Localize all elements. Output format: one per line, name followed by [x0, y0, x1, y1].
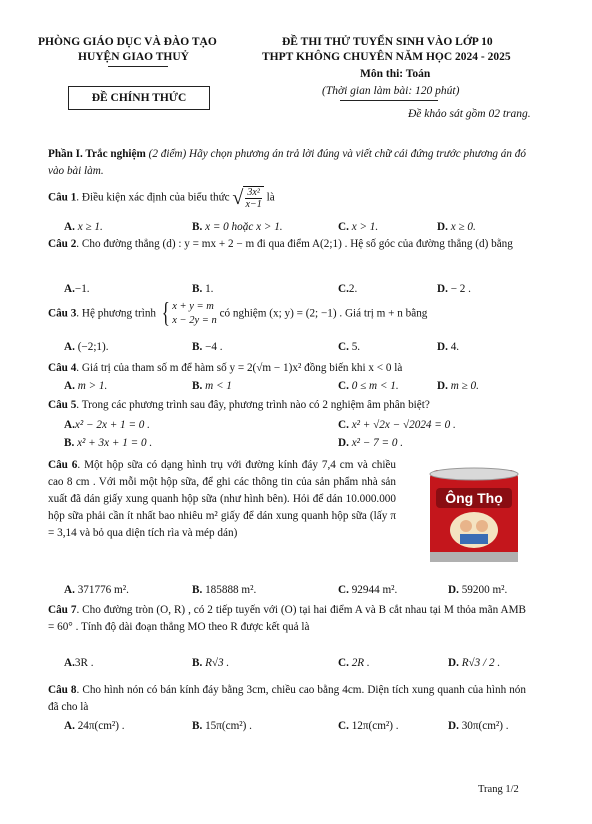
q5-option-c: C. x² + √2x − √2024 = 0 . [338, 419, 456, 431]
q8-option-d: D. 30π(cm²) . [448, 720, 509, 732]
q8-label: Câu 8 [48, 684, 77, 696]
q1-expression: √ $\frac{\text{3x²}}{x-1}$ [232, 186, 263, 210]
question-5 [48, 399, 430, 411]
subject-line: Môn thi: Toán [360, 68, 431, 80]
q3-option-c: C. 5. [338, 341, 361, 353]
q5-text: . Trong các phương trình sau đây, phương trình nào có 2 nghiệm âm phân biệt? [76, 399, 430, 411]
q5-label: Câu 5 [48, 399, 77, 411]
q7-label: Câu 7 [48, 604, 77, 616]
part1-heading [48, 146, 526, 180]
q4-text: . Giá trị của tham số m để hàm số y = 2(√m − 1)x² đồng biến khi x < 0 là [76, 362, 403, 374]
q3-option-a: A. (−2;1). [64, 341, 109, 353]
q7-option-b: B. R√3 . [192, 657, 230, 669]
time-line: (Thời gian làm bài: 120 phút) [322, 85, 460, 97]
q3-system: x + y = m x − 2y = n [172, 301, 217, 326]
q4-label: Câu 4 [48, 362, 77, 374]
q6-option-c: C. 92944 m². [338, 584, 398, 596]
question-2 [48, 236, 526, 253]
q8-option-c: C. 12π(cm²) . [338, 720, 399, 732]
q3-brace: { [161, 298, 170, 329]
q1-option-d: D. x ≥ 0. [437, 221, 476, 233]
question-8 [48, 682, 526, 716]
q5-option-a: A.x² − 2x + 1 = 0 . [64, 419, 150, 431]
question-4 [48, 362, 402, 374]
q1-label: Câu 1 [48, 191, 77, 204]
part1-instruction: Hãy chọn phương án trả lời đúng và viết chữ cái đứng trước phương án đó vào bài làm. [48, 148, 526, 177]
q3-tail: có nghiệm (x; y) = (2; −1) . Giá trị m + n bằng [219, 307, 428, 320]
q1-option-c: C. x > 1. [338, 221, 379, 233]
question-6 [48, 457, 396, 542]
q2-option-a: A.−1. [64, 283, 90, 295]
q6-label: Câu 6 [48, 459, 78, 471]
q4-option-c: C. 0 ≤ m < 1. [338, 380, 399, 392]
q3-label: Câu 3 [48, 307, 77, 320]
can-brand: Ông Thọ [445, 490, 503, 506]
q3-option-b: B. −4 . [192, 341, 223, 353]
q1-tail: là [266, 191, 275, 204]
q7-text: . Cho đường tròn (O, R) , có 2 tiếp tuyến với (O) tại hai điểm A và B cắt nhau tại M thỏa mãn AMB = 60° . Tính độ dài đoạn thẳng MO theo R được kết quả là [48, 604, 526, 633]
q4-option-b: B. m < 1 [192, 380, 232, 392]
page-number: Trang 1/2 [478, 784, 519, 795]
q2-option-c: C.2. [338, 283, 358, 295]
q4-option-a: A. m > 1. [64, 380, 108, 392]
question-1 [48, 186, 275, 210]
part1-points: (2 điểm) [145, 148, 190, 160]
q5-option-d: D. x² − 7 = 0 . [338, 437, 404, 449]
question-7 [48, 602, 526, 636]
q1-option-b: B. x = 0 hoặc x > 1. [192, 221, 283, 233]
q8-option-b: B. 15π(cm²) . [192, 720, 252, 732]
time-underline [340, 100, 438, 101]
q6-text: . Một hộp sữa có dạng hình trụ với đường kính đáy 7,4 cm và chiều cao 8 cm . Với mỗi một hộp sữa, để ghi các thông tin của sản phẩm nhà sản xuất đã dán giấy xung quanh hộp sữa (như hình bên). Hỏi để dán 10.000.000 hộp sữa phải cần ít nhất bao nhiêu m² giấy để dán xung quanh hộp sữa (lấy π = 3,14 và bỏ qua diện tích rìa và mép dán) [48, 459, 396, 539]
department-name: PHÒNG GIÁO DỤC VÀ ĐÀO TẠO [38, 36, 217, 48]
header-underline [108, 66, 168, 67]
q6-option-a: A. 371776 m². [64, 584, 129, 596]
q2-option-b: B. 1. [192, 283, 214, 295]
q7-option-a: A.3R . [64, 657, 94, 669]
q3-option-d: D. 4. [437, 341, 460, 353]
page-count-note: Đề khảo sát gồm 02 trang. [408, 108, 531, 120]
q8-option-a: A. 24π(cm²) . [64, 720, 125, 732]
q6-option-d: D. 59200 m². [448, 584, 508, 596]
q2-label: Câu 2 [48, 238, 77, 250]
q3-text: . Hệ phương trình [76, 307, 157, 320]
q2-option-d: D. − 2 . [437, 283, 471, 295]
district-name: HUYỆN GIAO THUỶ [78, 51, 189, 63]
milk-can-image [422, 466, 526, 566]
q4-option-d: D. m ≥ 0. [437, 380, 479, 392]
question-3 [48, 300, 427, 328]
q7-option-c: C. 2R . [338, 657, 370, 669]
q1-option-a: A. x ≥ 1. [64, 221, 103, 233]
q8-text: . Cho hình nón có bán kính đáy bằng 3cm, chiều cao bằng 4cm. Diện tích xung quanh của hình nón đã cho là [48, 684, 526, 713]
part1-title-rest: . Trắc nghiệm [80, 148, 146, 160]
q6-option-b: B. 185888 m². [192, 584, 257, 596]
q7-option-d: D. R√3 / 2 . [448, 657, 501, 669]
part1-title: Phần I [48, 148, 81, 160]
q2-text: . Cho đường thẳng (d) : y = mx + 2 − m đi qua điểm A(2;1) . Hệ số góc của đường thẳng (d) bằng [76, 238, 513, 250]
exam-subtitle: THPT KHÔNG CHUYÊN NĂM HỌC 2024 - 2025 [262, 51, 511, 63]
exam-title: ĐỀ THI THỬ TUYỂN SINH VÀO LỚP 10 [282, 36, 493, 48]
q5-option-b: B. x² + 3x + 1 = 0 . [64, 437, 153, 449]
q1-text: . Điều kiện xác định của biểu thức [76, 191, 230, 204]
official-badge: ĐỀ CHÍNH THỨC [68, 86, 210, 110]
